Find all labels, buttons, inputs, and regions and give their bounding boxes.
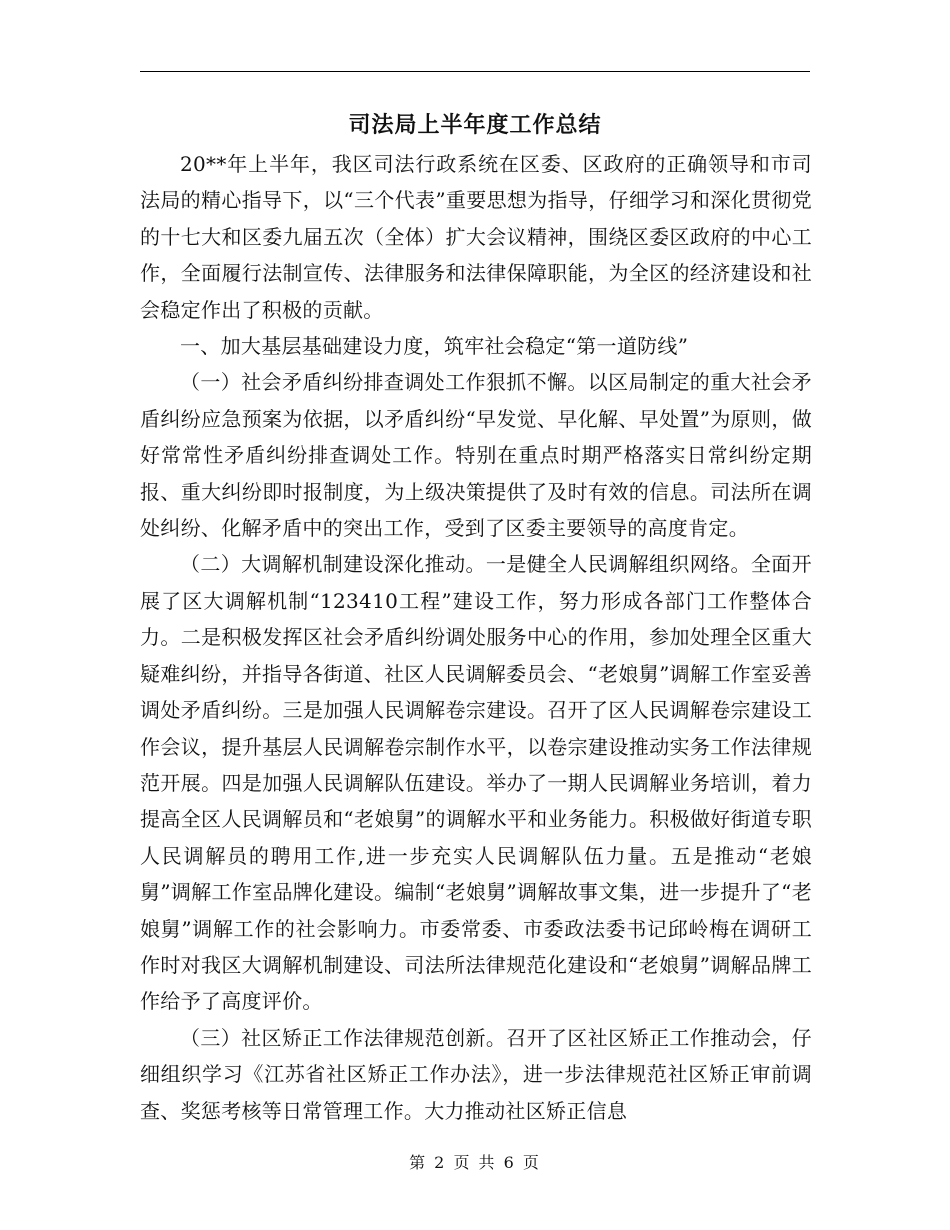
header-rule xyxy=(140,71,810,72)
paragraph-item-3: （三）社区矫正工作法律规范创新。召开了区社区矫正工作推动会，仔细组织学习《江苏省社区矫正工作办法》，进一步法律规范社区矫正审前调查、奖惩考核等日常管理工作。大力推动社区矫正信息 xyxy=(140,1025,812,1123)
paragraph-item-1: （一）社会矛盾纠纷排查调处工作狠抓不懈。以区局制定的重大社会矛盾纠纷应急预案为依据，以矛盾纠纷“早发觉、早化解、早处置”为原则，做好常常性矛盾纠纷排查调处工作。特别在重点时期严格落实日常纠纷定期报、重大纠纷即时报制度，为上级决策提供了及时有效的信息。司法所在调处纠纷、化解矛盾中的突出工作，受到了区委主要领导的高度肯定。 xyxy=(140,370,812,541)
page-number-footer: 第 2 页 共 6 页 xyxy=(409,1153,541,1172)
document-title: 司法局上半年度工作总结 xyxy=(348,113,602,138)
section-heading-1: 一、加大基层基础建设力度，筑牢社会稳定“第一道防线” xyxy=(180,334,689,359)
paragraph-intro: 20**年上半年，我区司法行政系统在区委、区政府的正确领导和市司法局的精心指导下，以“三个代表”重要思想为指导，仔细学习和深化贯彻党的十七大和区委九届五次（全体）扩大会议精神，围绕区委区政府的中心工作，全面履行法制宣传、法律服务和法律保障职能，为全区的经济建设和社会稳定作出了积极的贡献。 xyxy=(140,152,812,322)
document-body xyxy=(140,146,812,1129)
paragraph-item-2: （二）大调解机制建设深化推动。一是健全人民调解组织网络。全面开展了区大调解机制“123410工程”建设工作，努力形成各部门工作整体合力。二是积极发挥区社会矛盾纠纷调处服务中心的作用，参加处理全区重大疑难纠纷，并指导各街道、社区人民调解委员会、“老娘舅”调解工作室妥善调处矛盾纠纷。三是加强人民调解卷宗建设。召开了区人民调解卷宗建设工作会议，提升基层人民调解卷宗制作水平，以卷宗建设推动实务工作法律规范开展。四是加强人民调解队伍建设。举办了一期人民调解业务培训，着力提高全区人民调解员和“老娘舅”的调解水平和业务能力。积极做好街道专职人民调解员的聘用工作,进一步充实人民调解队伍力量。五是推动“老娘舅”调解工作室品牌化建设。编制“老娘舅”调解故事文集，进一步提升了“老娘舅”调解工作的社会影响力。市委常委、市委政法委书记邱岭梅在调研工作时对我区大调解机制建设、司法所法律规范化建设和“老娘舅”调解品牌工作给予了高度评价。 xyxy=(140,552,812,1014)
